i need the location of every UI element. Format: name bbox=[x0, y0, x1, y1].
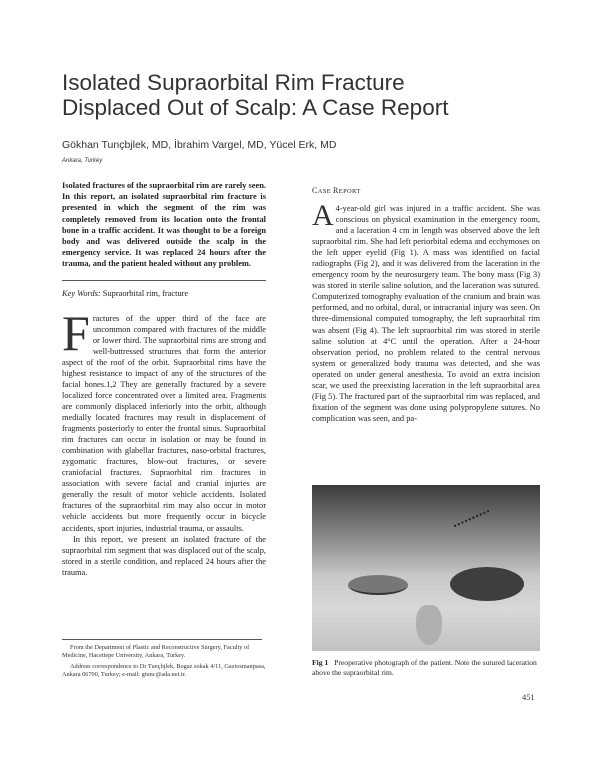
footnotes bbox=[62, 644, 266, 682]
author-location: Ankara, Turkey bbox=[62, 158, 103, 164]
abstract: Isolated fractures of the supraorbital rim are rarely seen. In this report, an isolated supraorbital rim fracture is presented in which the segment of the rim was completely removed from its location onto the frontal bone in a traffic accident. It was thought to be a foreign body and was delivered outside the scalp in the emergency service. It was replaced 24 hours after the trauma, and the patient healed without any problem. bbox=[62, 181, 266, 269]
case-report-paragraph bbox=[312, 199, 540, 424]
article-title bbox=[62, 70, 542, 120]
title-line-1: Isolated Supraorbital Rim Fracture bbox=[62, 70, 405, 95]
heading-initial-r: R bbox=[333, 186, 339, 195]
intro-paragraph-1 bbox=[62, 304, 266, 534]
title-line-2: Displaced Out of Scalp: A Case Report bbox=[62, 95, 449, 120]
case-dropcap: A bbox=[312, 199, 334, 232]
right-eye bbox=[348, 575, 408, 595]
figure-label: Fig 1 bbox=[312, 658, 329, 667]
keywords bbox=[62, 280, 266, 299]
page-number: 451 bbox=[522, 693, 535, 702]
intro-paragraph-2: In this report, we present an isolated fracture of the supraorbital rim segment that was displaced out of the scalp, stored in a sterile condition, and replaced 24 hours after the trauma. bbox=[62, 534, 266, 577]
heading-initial-c: C bbox=[312, 186, 318, 195]
figure-1-caption bbox=[312, 658, 540, 678]
footnote-correspondence: Address correspondence to Dr Tunçbjlek, Bogaz sokak 4/11, Gaziosmanpasa, Ankara 06700, Turkey; e-mail: gtunc@ada.net.tr. bbox=[62, 662, 266, 679]
right-column bbox=[312, 180, 540, 424]
intro-text-1: ractures of the upper third of the face are uncommon compared with fractures of the middle or lower third. The supraorbital rims are strong and well-buttressed structures that form the anterior aspect of the roof of the orbit. Supraorbital rims have the highest resistance to impact of any of the structures of the facial bones.1,2 They are generally fractured by a severe localized force concentrated over a limited area. Fragments are commonly displaced inferiorly into the orbit, although medially located fractures may result in displacement of fragments posteriorly to enter the frontal sinus. Supraorbital rim fractures can occur in isolation or may be found in combination with glabellar fractures, naso-orbital fractures, zygomatic fractures, blow-out fractures, or severe craniofacial fractures. Supraorbital rim fractures in association with severe facial and cranial injuries are generally the result of motor vehicle accidents. Isolated fractures of the supraorbital rim may also occur in motor vehicle accidents but more frequently occur in bicycle accidents, sport injuries, industrial trauma, or assaults. bbox=[62, 313, 266, 533]
heading-rest-eport: EPORT bbox=[338, 188, 361, 195]
keywords-label: Key Words: bbox=[62, 288, 101, 298]
case-report-heading bbox=[312, 186, 540, 195]
footnote-affiliation: From the Department of Plastic and Reconstructive Surgery, Faculty of Medicine, Hacettepe University, Ankara, Turkey. bbox=[62, 644, 250, 660]
keywords-text: Supraorbital rim, fracture bbox=[102, 288, 189, 298]
footnote-divider bbox=[62, 639, 262, 640]
intro-dropcap: F bbox=[62, 304, 90, 361]
figure-caption-text: Preoperative photograph of the patient. Note the sutured laceration above the supraorbital rim. bbox=[312, 658, 537, 677]
author-list: Gökhan Tunçbjlek, MD, İbrahim Vargel, MD, Yücel Erk, MD bbox=[62, 139, 337, 151]
left-column bbox=[62, 180, 266, 578]
swollen-left-eye bbox=[450, 567, 524, 601]
nose bbox=[416, 605, 442, 645]
figure-1-photo bbox=[312, 485, 540, 651]
sutured-laceration bbox=[454, 510, 494, 538]
case-report-text: 4-year-old girl was injured in a traffic accident. She was conscious on physical examination in the emergency room, and a laceration 4 cm in length was observed above the left supraorbital rim. She had left periorbital edema and ecchymoses on the left upper eyelid (Fig 1). A mass was identified on facial radiographs (Fig 2), and it was delivered from the laceration in the emergency room by the neurosurgery team. The bony mass (Fig 3) was stored in sterile saline solution, and the laceration was sutured. Computerized tomography evaluation of the cranium and brain was performed, and no orbital, dural, or intracranial injury was seen. On three-dimensional computed tomography, the left supraorbital rim was absent (Fig 4). The left supraorbital rim was stored in sterile saline solution at 4°C until the operation. After a 24-hour observation period, no problem related to the central nervous system or generalized body trauma was detected, and she was operated on under general anesthesia. To avoid an extra incision scar, we used the preexisting laceration in the left supraorbital area (Fig 5). The fractured part of the supraorbital rim was replaced, and fixation of the segment was done using polypropylene sutures. No complication was seen, and pa- bbox=[312, 204, 540, 423]
heading-rest-ase: ASE bbox=[317, 188, 334, 195]
